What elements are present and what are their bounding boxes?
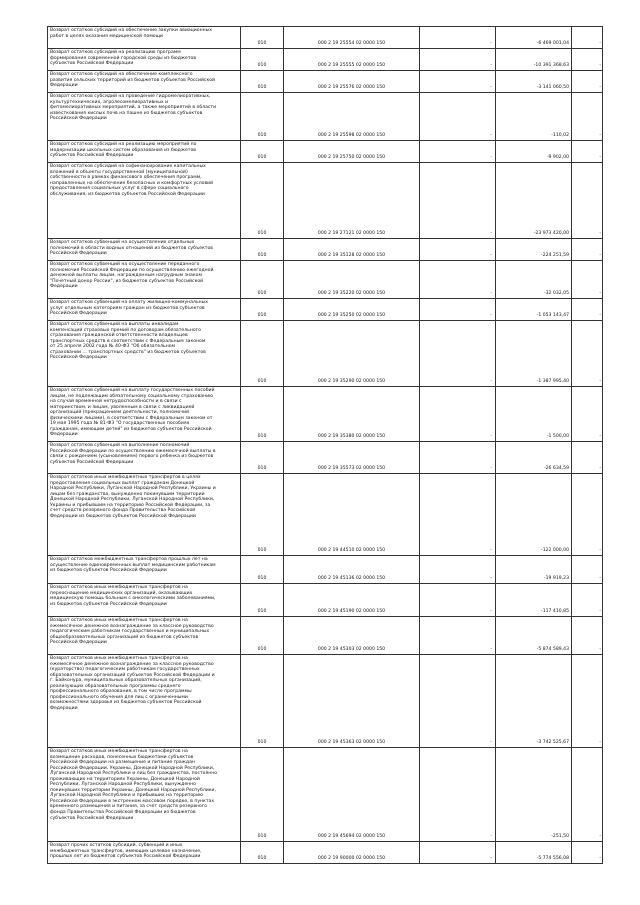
approved-amount-cell: [420, 141, 496, 163]
indicator-name-cell: [48, 617, 241, 655]
executed-amount-cell: [496, 617, 572, 655]
budget-class-code-cell-text: 000 2 19 35220 02 0000 150: [317, 291, 386, 297]
approved-amount-cell: [420, 239, 496, 261]
line-code-cell-text: 010: [257, 434, 267, 440]
budget-class-code-cell-text: 000 2 19 25554 02 0000 150: [317, 41, 386, 47]
approved-amount-cell: [420, 27, 496, 49]
indicator-name-cell-text: Возврат остатков субсидий на реализацию мероприятий по модернизации школьных систем образования из бюджетов субъектов Российской Федерации: [50, 142, 197, 159]
indicator-name-cell-text: Возврат прочих остатков субсидий, субвенций и иных межбюджетных трансфертов, имеющих целевое назначение, прошлых лет из бюджетов субъектов Российской Федерации: [50, 843, 202, 860]
executed-amount-cell-text: -9 902,00: [546, 155, 569, 161]
table-row: [48, 27, 603, 49]
executed-amount-cell-text: -122 000,00: [541, 548, 569, 554]
executed-amount-cell: [496, 71, 572, 93]
table-row: [48, 474, 603, 556]
approved-amount-cell: [420, 93, 496, 141]
indicator-name-cell-text: Возврат остатков субсидий на обеспечение комплексного развития сельских территорий из бюджетов субъектов Российской Федерации: [50, 72, 216, 89]
table-row: [48, 299, 603, 321]
unexecuted-amount-cell: [572, 141, 603, 163]
line-code-cell: [241, 387, 284, 442]
budget-class-code-cell-text: 000 2 19 44510 02 0000 150: [317, 548, 386, 554]
approved-amount-cell-text: -: [490, 313, 492, 319]
executed-amount-cell-text: -10 391 368,63: [533, 63, 569, 69]
approved-amount-cell: [420, 617, 496, 655]
executed-amount-cell: [496, 49, 572, 71]
table-row: [48, 442, 603, 474]
line-code-cell-text: 010: [257, 740, 267, 746]
budget-class-code-cell-text: 000 2 19 45694 02 0000 150: [317, 834, 386, 840]
approved-amount-cell: [420, 474, 496, 556]
indicator-name-cell: [48, 655, 241, 748]
approved-amount-cell: [420, 71, 496, 93]
unexecuted-amount-cell-text: -: [599, 609, 601, 615]
budget-class-code-cell-text: 000 2 19 27121 02 0000 150: [317, 231, 386, 237]
approved-amount-cell: [420, 655, 496, 748]
table-row: [48, 748, 603, 842]
approved-amount-cell-text: -: [490, 856, 492, 862]
unexecuted-amount-cell-text: -: [599, 231, 601, 237]
unexecuted-amount-cell: [572, 655, 603, 748]
line-code-cell: [241, 71, 284, 93]
table-row: [48, 617, 603, 655]
unexecuted-amount-cell: [572, 239, 603, 261]
line-code-cell-text: 010: [257, 63, 267, 69]
table-row: [48, 556, 603, 584]
approved-amount-cell-text: -: [490, 576, 492, 582]
indicator-name-cell: [48, 27, 241, 49]
indicator-name-cell-text: Возврат остатков субвенций на осуществление отдельных полномочий в области водных отношений из бюджетов субъектов Российской Федерации: [50, 240, 213, 257]
line-code-cell: [241, 49, 284, 71]
indicator-name-cell-text: Возврат остатков субсидий на проведение гидромелиоративных, культуртехнических, агролесомелиоративных и фитомелиоративных мероприятий, а также мероприятий в области известкования кислых почв на пашне из бюджетов субъектов Российской Федерации: [50, 94, 217, 122]
line-code-cell-text: 010: [257, 231, 267, 237]
approved-amount-cell: [420, 842, 496, 864]
budget-class-code-cell: [284, 474, 420, 556]
approved-amount-cell-text: -: [490, 155, 492, 161]
indicator-name-cell: [48, 442, 241, 474]
indicator-name-cell: [48, 141, 241, 163]
budget-class-code-cell-text: 000 2 19 35250 02 0000 150: [317, 313, 386, 319]
approved-amount-cell-text: -: [490, 548, 492, 554]
executed-amount-cell: [496, 387, 572, 442]
line-code-cell-text: 010: [257, 133, 267, 139]
approved-amount-cell: [420, 556, 496, 584]
unexecuted-amount-cell: [572, 261, 603, 299]
unexecuted-amount-cell-text: -: [599, 155, 601, 161]
executed-amount-cell: [496, 261, 572, 299]
indicator-name-cell-text: Возврат остатков иных межбюджетных трансфертов на возмещение расходов, понесенных бюджетами субъектов Российской Федерации на размещение и питание граждан Российской Федерации, Украины, Донецкой Народной Республики, Луганской Народной Республики и лиц без гражданства, постоянно проживающих на территориях Украины, Донецкой Народной Республики, Луганской Народной Республики, вынужденно покинувших территории Украины, Донецкой Народной Республики, Луганской Народной Республики и прибывших на территорию Российской Федерации в экстренном массовом порядке, в пунктах временного размещения и питания, за счет средств резервного фонда Правительства Российской Федерации из бюджетов субъектов Российской Федерации: [50, 749, 218, 821]
executed-amount-cell: [496, 141, 572, 163]
executed-amount-cell-text: -117 410,85: [541, 609, 569, 615]
table-row: [48, 239, 603, 261]
unexecuted-amount-cell: [572, 27, 603, 49]
unexecuted-amount-cell-text: -: [599, 576, 601, 582]
table-row: [48, 387, 603, 442]
executed-amount-cell-text: -251,50: [551, 834, 569, 840]
budget-class-code-cell-text: 000 2 19 45190 02 0000 150: [317, 609, 386, 615]
indicator-name-cell: [48, 842, 241, 864]
executed-amount-cell-text: -110,02: [551, 133, 569, 139]
budget-class-code-cell: [284, 655, 420, 748]
approved-amount-cell-text: -: [490, 63, 492, 69]
unexecuted-amount-cell-text: -: [599, 85, 601, 91]
indicator-name-cell-text: Возврат остатков субсидий на обеспечение закупки авиационных работ в целях оказания медицинской помощи: [50, 28, 212, 39]
approved-amount-cell: [420, 748, 496, 842]
executed-amount-cell-text: -23 973 420,00: [533, 231, 569, 237]
line-code-cell-text: 010: [257, 379, 267, 385]
budget-class-code-cell-text: 000 2 19 25555 02 0000 150: [317, 63, 386, 69]
indicator-name-cell-text: Возврат остатков субсидий на реализацию программ формирования современной городской среды из бюджетов субъектов Российской Федерации: [50, 50, 197, 67]
executed-amount-cell: [496, 442, 572, 474]
indicator-name-cell: [48, 474, 241, 556]
executed-amount-cell-text: -6 469 001,04: [536, 41, 569, 47]
executed-amount-cell: [496, 474, 572, 556]
executed-amount-cell: [496, 748, 572, 842]
indicator-name-cell-text: Возврат остатков иных межбюджетных трансфертов на переоснащение медицинских организаций, оказывающих медицинскую помощь больным с онкологическими заболеваниями, из бюджетов субъектов Российской Федерации: [50, 585, 216, 607]
budget-class-code-cell: [284, 49, 420, 71]
approved-amount-cell: [420, 299, 496, 321]
unexecuted-amount-cell: [572, 748, 603, 842]
budget-class-code-cell-text: 000 2 19 45303 02 0000 150: [317, 647, 386, 653]
line-code-cell: [241, 842, 284, 864]
unexecuted-amount-cell-text: -: [599, 313, 601, 319]
indicator-name-cell-text: Возврат остатков иных межбюджетных трансфертов в целях предоставления социальных выплат гражданам Донецкой Народной Республики, Луганской Народной Республики, Украины и лицам без гражданства, вынужденно покинувшим территории Донецкой Народной Республики, Луганской Народной Республики, Украины и прибывшим на территорию Российской Федерации, за счет средств резервного фонда Правительства Российской Федерации из бюджетов субъектов Российской Федерации: [50, 475, 216, 519]
unexecuted-amount-cell: [572, 442, 603, 474]
executed-amount-cell: [496, 321, 572, 387]
budget-class-code-cell-text: 000 2 19 35380 02 0000 150: [317, 434, 386, 440]
line-code-cell: [241, 299, 284, 321]
unexecuted-amount-cell: [572, 474, 603, 556]
line-code-cell-text: 010: [257, 609, 267, 615]
line-code-cell-text: 010: [257, 313, 267, 319]
unexecuted-amount-cell-text: -: [599, 548, 601, 554]
line-code-cell: [241, 748, 284, 842]
report-table-sheet: [47, 26, 602, 864]
budget-class-code-cell-text: 000 2 19 35128 02 0000 150: [317, 253, 386, 259]
line-code-cell-text: 010: [257, 466, 267, 472]
line-code-cell: [241, 93, 284, 141]
budget-class-code-cell: [284, 842, 420, 864]
indicator-name-cell: [48, 387, 241, 442]
budget-class-code-cell: [284, 141, 420, 163]
indicator-name-cell: [48, 584, 241, 617]
indicator-name-cell: [48, 49, 241, 71]
line-code-cell-text: 010: [257, 647, 267, 653]
line-code-cell: [241, 27, 284, 49]
line-code-cell: [241, 655, 284, 748]
budget-class-code-cell-text: 000 2 19 25576 02 0000 150: [317, 85, 386, 91]
approved-amount-cell-text: -: [490, 231, 492, 237]
unexecuted-amount-cell-text: -: [599, 466, 601, 472]
line-code-cell-text: 010: [257, 85, 267, 91]
indicator-name-cell: [48, 556, 241, 584]
budget-class-code-cell: [284, 261, 420, 299]
table-row: [48, 584, 603, 617]
executed-amount-cell-text: -224 251,59: [541, 253, 569, 259]
budget-class-code-cell: [284, 27, 420, 49]
indicator-name-cell: [48, 321, 241, 387]
approved-amount-cell-text: -: [490, 466, 492, 472]
unexecuted-amount-cell-text: -: [599, 834, 601, 840]
line-code-cell: [241, 584, 284, 617]
approved-amount-cell: [420, 321, 496, 387]
executed-amount-cell-text: -1 500,00: [546, 434, 569, 440]
approved-amount-cell-text: -: [490, 85, 492, 91]
unexecuted-amount-cell: [572, 387, 603, 442]
table-row: [48, 321, 603, 387]
unexecuted-amount-cell-text: -: [599, 63, 601, 69]
indicator-name-cell-text: Возврат остатков субвенций на осуществление переданного полномочия Российской Федерации по осуществлению ежегодной денежной выплаты лицам, награжденным нагрудным знаком "Почетный донор России", из бюджетов субъектов Российской Федерации: [50, 262, 214, 290]
approved-amount-cell: [420, 49, 496, 71]
executed-amount-cell-text: -1 053 143,47: [536, 313, 569, 319]
unexecuted-amount-cell-text: -: [599, 291, 601, 297]
indicator-name-cell-text: Возврат остатков иных межбюджетных трансфертов на ежемесячное денежное вознаграждение за классное руководство (кураторство) педагогическим работникам государственных образовательных организаций субъектов Российской Федерации и г. Байконура, муниципальных образовательных организаций, реализующих образовательные программы среднего профессионального образования, в том числе программы профессионального обучения для лиц с ограниченными возможностями здоровья из бюджетов субъектов Российской Федерации: [50, 656, 215, 711]
approved-amount-cell-text: -: [490, 740, 492, 746]
approved-amount-cell-text: -: [490, 834, 492, 840]
budget-class-code-cell: [284, 748, 420, 842]
unexecuted-amount-cell-text: -: [599, 740, 601, 746]
executed-amount-cell: [496, 842, 572, 864]
table-row: [48, 163, 603, 239]
indicator-name-cell: [48, 163, 241, 239]
budget-class-code-cell: [284, 71, 420, 93]
executed-amount-cell: [496, 27, 572, 49]
indicator-name-cell-text: Возврат остатков субвенций на выплату государственных пособий лицам, не подлежащим обязательному социальному страхованию на случай временной нетрудоспособности и в связи с материнством, и лицам, уволенным в связи с ликвидацией организаций (прекращением деятельности, полномочий физическими лицами), в соответствии с Федеральным законом от 19 мая 1995 года № 81-ФЗ "О государственных пособиях гражданам, имеющим детей" из бюджетов субъектов Российской Федерации: [50, 388, 215, 438]
budget-class-code-cell: [284, 556, 420, 584]
indicator-name-cell: [48, 93, 241, 141]
unexecuted-amount-cell: [572, 163, 603, 239]
budget-class-code-cell: [284, 617, 420, 655]
line-code-cell: [241, 617, 284, 655]
indicator-name-cell-text: Возврат остатков субвенций на оплату жилищно-коммунальных услуг отдельным категориям граждан из бюджетов субъектов Российской Федерации: [50, 300, 208, 317]
line-code-cell-text: 010: [257, 834, 267, 840]
approved-amount-cell: [420, 442, 496, 474]
unexecuted-amount-cell: [572, 299, 603, 321]
table-row: [48, 71, 603, 93]
approved-amount-cell: [420, 387, 496, 442]
indicator-name-cell-text: Возврат остатков субсидий на софинансирование капитальных вложений в объекты государственной (муниципальной) собственности в рамках финансового обеспечения программ, направленных на обеспечение безопасных и комфортных условий предоставления социальных услуг в сфере социального обслуживания, из бюджетов субъектов Российской Федерации: [50, 164, 214, 197]
budget-class-code-cell-text: 000 2 19 90000 02 0000 150: [317, 856, 386, 862]
budget-class-code-cell: [284, 584, 420, 617]
line-code-cell-text: 010: [257, 291, 267, 297]
budget-class-code-cell-text: 000 2 19 45136 02 0000 150: [317, 576, 386, 582]
approved-amount-cell-text: -: [490, 609, 492, 615]
indicator-name-cell: [48, 261, 241, 299]
table-row: [48, 49, 603, 71]
approved-amount-cell-text: -: [490, 41, 492, 47]
unexecuted-amount-cell: [572, 556, 603, 584]
executed-amount-cell-text: -3 141 060,50: [536, 85, 569, 91]
indicator-name-cell-text: Возврат остатков межбюджетных трансфертов прошлых лет на осуществление единовременных выплат медицинским работникам из бюджетов субъектов Российской Федерации: [50, 557, 216, 574]
approved-amount-cell-text: -: [490, 434, 492, 440]
executed-amount-cell: [496, 299, 572, 321]
table-row: [48, 141, 603, 163]
budget-class-code-cell: [284, 299, 420, 321]
approved-amount-cell: [420, 261, 496, 299]
executed-amount-cell-text: -5 774 556,08: [536, 856, 569, 862]
executed-amount-cell: [496, 93, 572, 141]
unexecuted-amount-cell-text: -: [599, 647, 601, 653]
line-code-cell: [241, 163, 284, 239]
budget-class-code-cell-text: 000 2 19 35573 02 0000 150: [317, 466, 386, 472]
approved-amount-cell: [420, 584, 496, 617]
unexecuted-amount-cell-text: -: [599, 434, 601, 440]
returns-table: [47, 26, 603, 864]
unexecuted-amount-cell: [572, 617, 603, 655]
executed-amount-cell-text: -5 874 589,43: [536, 647, 569, 653]
approved-amount-cell: [420, 163, 496, 239]
line-code-cell: [241, 556, 284, 584]
line-code-cell-text: 010: [257, 548, 267, 554]
executed-amount-cell-text: -3 742 525,67: [536, 740, 569, 746]
indicator-name-cell: [48, 71, 241, 93]
indicator-name-cell: [48, 239, 241, 261]
table-row: [48, 655, 603, 748]
indicator-name-cell-text: Возврат остатков субвенций на выполнение полномочий Российской Федерации по осуществлению ежемесячной выплаты в связи с рождением (усыновлением) первого ребенка из бюджетов субъектов Российской Федерации: [50, 443, 216, 465]
line-code-cell-text: 010: [257, 155, 267, 161]
line-code-cell: [241, 261, 284, 299]
unexecuted-amount-cell: [572, 49, 603, 71]
budget-class-code-cell: [284, 93, 420, 141]
budget-class-code-cell: [284, 239, 420, 261]
indicator-name-cell-text: Возврат остатков субвенций на выплаты инвалидам компенсаций страховых премий по договорам обязательного страхования гражданской ответственности владельцев транспортных средств в соответствии с Федеральным законом от 25 апреля 2002 года № 40-ФЗ "Об обязательном страховании ... транспортных средств" из бюджетов субъектов Российской Федерации: [50, 322, 206, 361]
budget-class-code-cell: [284, 163, 420, 239]
line-code-cell: [241, 239, 284, 261]
executed-amount-cell-text: -1 387 995,40: [536, 379, 569, 385]
line-code-cell-text: 010: [257, 253, 267, 259]
budget-class-code-cell-text: 000 2 19 25750 02 0000 150: [317, 155, 386, 161]
approved-amount-cell-text: -: [490, 379, 492, 385]
line-code-cell-text: 010: [257, 576, 267, 582]
table-row: [48, 842, 603, 864]
table-row: [48, 93, 603, 141]
line-code-cell: [241, 442, 284, 474]
executed-amount-cell: [496, 556, 572, 584]
executed-amount-cell: [496, 584, 572, 617]
unexecuted-amount-cell-text: -: [599, 41, 601, 47]
approved-amount-cell-text: -: [490, 291, 492, 297]
unexecuted-amount-cell-text: -: [599, 133, 601, 139]
budget-class-code-cell: [284, 321, 420, 387]
executed-amount-cell: [496, 239, 572, 261]
line-code-cell-text: 010: [257, 856, 267, 862]
unexecuted-amount-cell-text: -: [599, 253, 601, 259]
executed-amount-cell-text: -19 919,23: [543, 576, 569, 582]
approved-amount-cell-text: -: [490, 253, 492, 259]
budget-class-code-cell: [284, 387, 420, 442]
approved-amount-cell-text: -: [490, 133, 492, 139]
executed-amount-cell: [496, 163, 572, 239]
line-code-cell: [241, 141, 284, 163]
budget-class-code-cell-text: 000 2 19 25598 02 0000 150: [317, 133, 386, 139]
line-code-cell: [241, 321, 284, 387]
unexecuted-amount-cell: [572, 842, 603, 864]
indicator-name-cell: [48, 748, 241, 842]
executed-amount-cell-text: -32 032,05: [543, 291, 569, 297]
executed-amount-cell-text: -26 634,59: [543, 466, 569, 472]
budget-class-code-cell: [284, 442, 420, 474]
executed-amount-cell: [496, 655, 572, 748]
table-row: [48, 261, 603, 299]
budget-class-code-cell-text: 000 2 19 45363 02 0000 150: [317, 740, 386, 746]
unexecuted-amount-cell-text: -: [599, 379, 601, 385]
indicator-name-cell: [48, 299, 241, 321]
unexecuted-amount-cell: [572, 93, 603, 141]
approved-amount-cell-text: -: [490, 647, 492, 653]
line-code-cell-text: 010: [257, 41, 267, 47]
indicator-name-cell-text: Возврат остатков иных межбюджетных трансфертов на ежемесячное денежное вознаграждение за классное руководство педагогическим работникам государственных и муниципальных общеобразовательных организаций из бюджетов субъектов Российской Федерации: [50, 618, 214, 646]
unexecuted-amount-cell: [572, 584, 603, 617]
budget-class-code-cell-text: 000 2 19 35290 02 0000 150: [317, 379, 386, 385]
line-code-cell: [241, 474, 284, 556]
unexecuted-amount-cell: [572, 71, 603, 93]
unexecuted-amount-cell-text: -: [599, 856, 601, 862]
unexecuted-amount-cell: [572, 321, 603, 387]
